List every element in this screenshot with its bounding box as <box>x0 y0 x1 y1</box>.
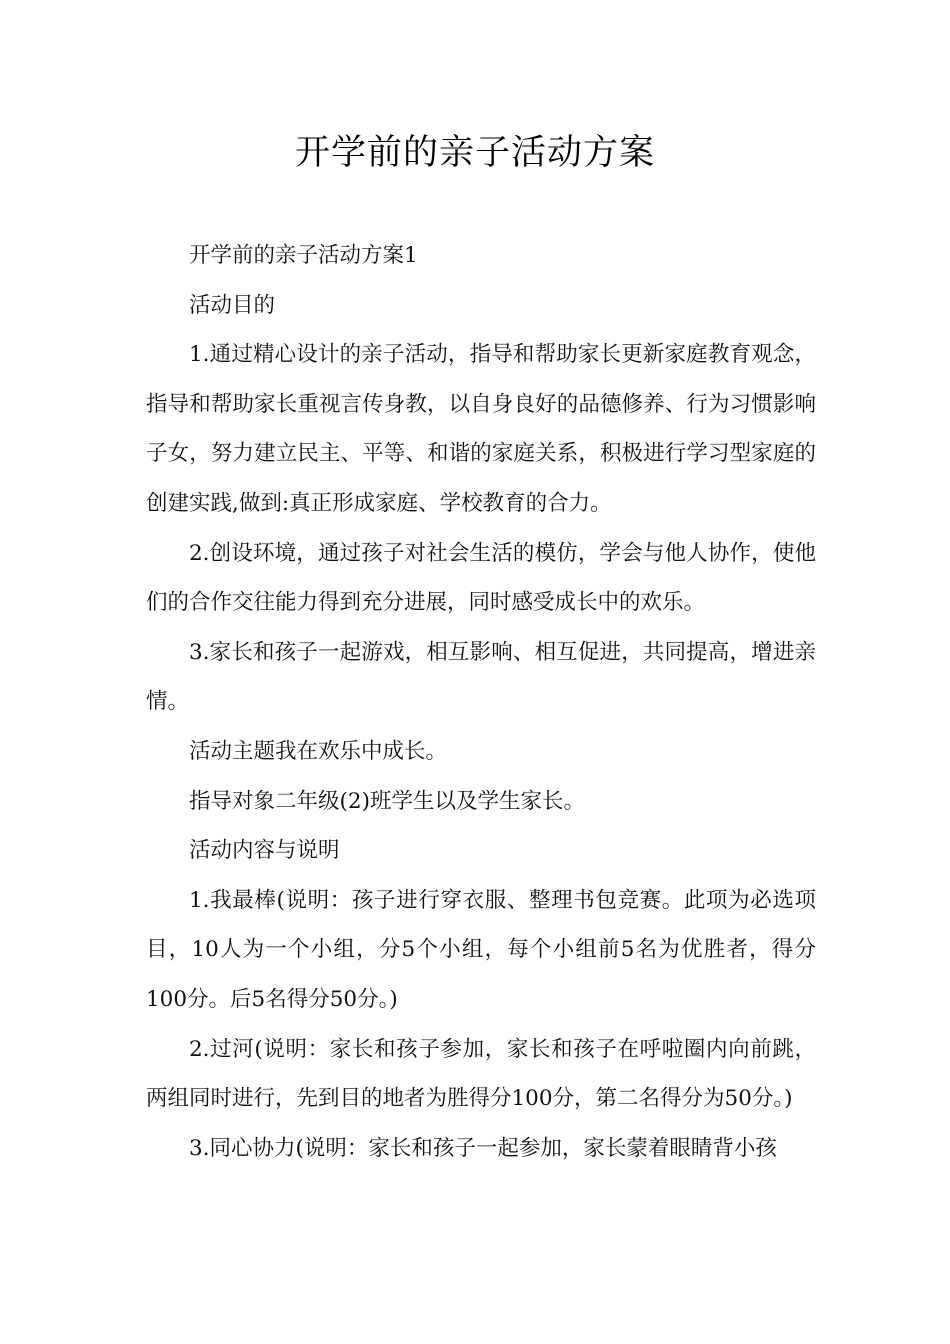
section-heading: 开学前的亲子活动方案1 <box>189 243 418 268</box>
paragraph: 1.我最棒(说明：孩子进行穿衣服、整理书包竞赛。此项为必选项目，10人为一个小组，分5个小组，每个小组前5名为优胜者，得分100分。后5名得分50分。) <box>146 887 816 1012</box>
document-body <box>146 231 816 1173</box>
paragraph: 3.家长和孩子一起游戏，相互影响、相互促进，共同提高，增进亲情。 <box>146 639 816 715</box>
section-heading: 活动目的 <box>189 292 276 318</box>
paragraph: 1.通过精心设计的亲子活动，指导和帮助家长更新家庭教育观念，指导和帮助家长重视言传身教，以自身良好的品德修养、行为习惯影响子女，努力建立民主、平等、和谐的家庭关系，积极进行学习型家庭的创建实践,做到:真正形成家庭、学校教育的合力。 <box>146 342 816 516</box>
paragraph: 活动主题我在欢乐中成长。 <box>189 738 448 764</box>
paragraph: 指导对象二年级(2)班学生以及学生家长。 <box>189 788 585 814</box>
document-title: 开学前的亲子活动方案 <box>294 133 655 173</box>
section-heading: 活动内容与说明 <box>189 838 340 864</box>
paragraph: 3.同心协力(说明：家长和孩子一起参加，家长蒙着眼睛背小孩 <box>189 1135 777 1161</box>
paragraph: 2.创设环境，通过孩子对社会生活的模仿，学会与他人协作，使他们的合作交往能力得到充分进展，同时感受成长中的欢乐。 <box>146 540 816 616</box>
paragraph: 2.过河(说明：家长和孩子参加，家长和孩子在呼啦圈内向前跳，两组同时进行，先到目的地者为胜得分100分，第二名得分为50分。) <box>146 1036 816 1112</box>
